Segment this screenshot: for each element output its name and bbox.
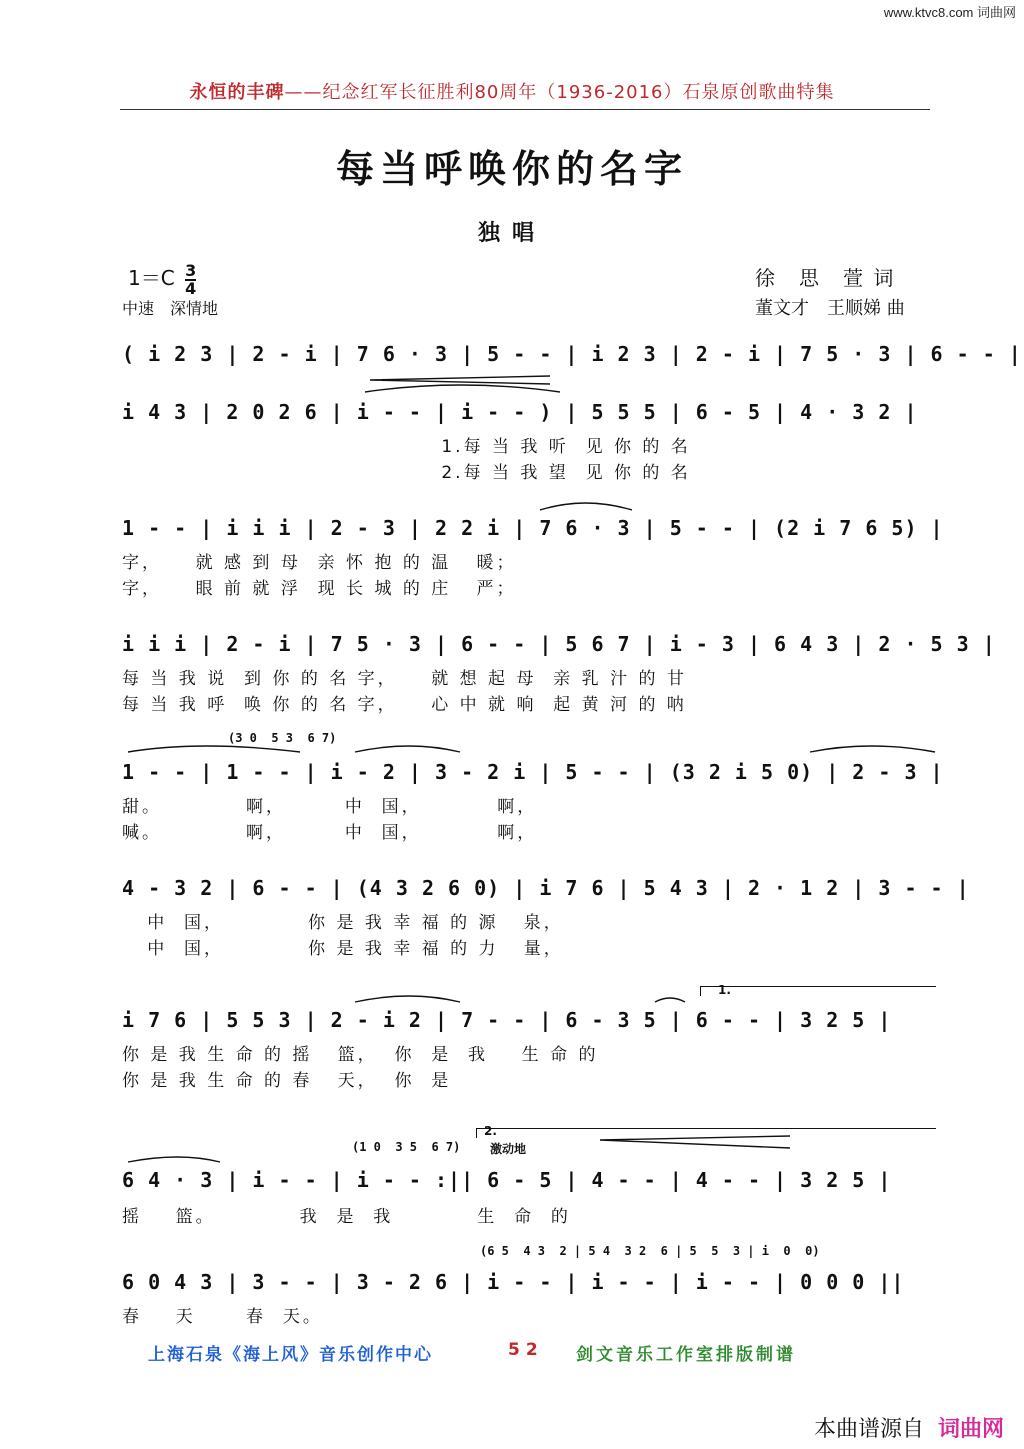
lyric-row-4-verse-1: 每 当 我 说 到 你 的 名 字， 就 想 起 母 亲 乳 汁 的 甘 bbox=[122, 669, 687, 689]
score-row-5: 1 - - | 1 - - | i - 2 | 3 - 2 i | 5 - - | (3 2 i 5 0) | 2 - 3 | bbox=[122, 760, 944, 784]
slur-row5b bbox=[355, 746, 460, 752]
slur-row1 bbox=[365, 385, 560, 392]
time-den: 4 bbox=[185, 278, 197, 298]
slur-row5c bbox=[810, 746, 935, 752]
score-row-8: 6 4 · 3 | i - - | i - - :|| 6 - 5 | 4 - - | 4 - - | 3 2 5 | bbox=[122, 1168, 892, 1192]
lyricist: 徐 思 萱 词 bbox=[755, 266, 896, 290]
lyric-row-6-verse-1: 中 国， 你 是 我 幸 福 的 源 泉， bbox=[122, 913, 564, 933]
lyric-row-2-verse-1: 1.每 当 我 听 见 你 的 名 bbox=[122, 437, 691, 457]
slur-row3 bbox=[540, 503, 632, 510]
lyric-row-5-verse-1: 甜。 啊， 中 国， 啊， bbox=[122, 797, 538, 817]
score-row-6: 4 - 3 2 | 6 - - | (4 3 2 6 0) | i 7 6 | 5 4 3 | 2 · 1 2 | 3 - - | bbox=[122, 876, 970, 900]
score-row-3: 1 - - | i i i | 2 - 3 | 2 2 i | 7 6 · 3 | 5 - - | (2 i 7 6 5) | bbox=[122, 516, 944, 540]
score-row-1: ( i 2 3 | 2 - i | 7 6 · 3 | 5 - - | i 2 3 | 2 - i | 7 5 · 3 | 6 - - | bbox=[122, 342, 1022, 366]
accompaniment-row-8: (1 0 3 5 6 7) bbox=[352, 1140, 461, 1154]
lyric-row-6-verse-2: 中 国， 你 是 我 幸 福 的 力 量， bbox=[122, 939, 564, 959]
volta-1-label: 1. bbox=[718, 983, 731, 997]
slur-row7a bbox=[355, 996, 460, 1002]
key-text: 1＝C bbox=[128, 266, 175, 290]
score-row-7: i 7 6 | 5 5 3 | 2 - i 2 | 7 - - | 6 - 3 5 | 6 - - | 3 2 5 | bbox=[122, 1008, 892, 1032]
lyric-row-7-verse-2: 你 是 我 生 命 的 春 天， 你 是 bbox=[122, 1071, 452, 1091]
footer-publisher: 上海石泉《海上风》音乐创作中心 bbox=[148, 1345, 433, 1365]
lyric-row-8: 摇 篮。 我 是 我 生 命 的 bbox=[122, 1207, 571, 1227]
lyric-row-3-verse-1: 字， 就 感 到 母 亲 怀 抱 的 温 暖； bbox=[122, 553, 517, 573]
crescendo-hairpin-1 bbox=[370, 376, 550, 384]
page-number: 52 bbox=[508, 1340, 544, 1360]
accompaniment-row-9: (6 5 4 3 2 | 5 4 3 2 6 | 5 5 3 | i 0 0) bbox=[480, 1244, 820, 1258]
banner-title: 永恒的丰碑 bbox=[189, 82, 285, 103]
volta-2-label: 2. bbox=[484, 1124, 497, 1138]
song-subtitle: 独唱 bbox=[477, 221, 546, 246]
footer-typesetter: 剑文音乐工作室排版制谱 bbox=[576, 1345, 796, 1365]
slur-row8 bbox=[128, 1157, 220, 1162]
score-row-2: i 4 3 | 2 0 2 6 | i - - | i - - ) | 5 5 5 | 6 - 5 | 4 · 3 2 | bbox=[122, 400, 918, 424]
lyric-row-2-verse-2: 2.每 当 我 望 见 你 的 名 bbox=[122, 463, 691, 483]
decrescendo-hairpin-2 bbox=[600, 1136, 790, 1148]
tempo-marking: 中速 深情地 bbox=[122, 299, 219, 318]
time-num: 3 bbox=[185, 260, 197, 280]
lyric-row-7-verse-1: 你 是 我 生 命 的 摇 篮， 你 是 我 生 命 的 bbox=[122, 1045, 599, 1065]
score-row-4: i i i | 2 - i | 7 5 · 3 | 6 - - | 5 6 7 | i - 3 | 6 4 3 | 2 · 5 3 | bbox=[122, 632, 996, 656]
banner-subtitle: ——纪念红军长征胜利80周年（1936-2016）石泉原创歌曲特集 bbox=[284, 82, 835, 103]
site-url: www.ktvc8.com 词曲网 bbox=[883, 5, 1016, 20]
lyric-row-9: 春 天 春 天。 bbox=[122, 1307, 323, 1327]
credit-text: 本曲谱源自 bbox=[813, 1417, 924, 1442]
accompaniment-row-5: (3 0 5 3 6 7) bbox=[228, 731, 337, 745]
slur-row5a bbox=[128, 746, 300, 752]
score-row-9: 6 0 4 3 | 3 - - | 3 - 2 6 | i - - | i - - | i - - | 0 0 0 || bbox=[122, 1270, 905, 1294]
expression-marking: 激动地 bbox=[490, 1142, 527, 1156]
source-credit bbox=[814, 1412, 1004, 1443]
lyric-row-4-verse-2: 每 当 我 呼 唤 你 的 名 字， 心 中 就 响 起 黄 河 的 呐 bbox=[122, 695, 687, 715]
lyric-row-3-verse-2: 字， 眼 前 就 浮 现 长 城 的 庄 严； bbox=[122, 579, 517, 599]
lyric-row-5-verse-2: 喊。 啊， 中 国， 啊， bbox=[122, 823, 538, 843]
song-title: 每当呼唤你的名字 bbox=[335, 146, 688, 191]
slur-row7b bbox=[655, 998, 685, 1002]
composer: 董文才 王顺娣 曲 bbox=[755, 298, 905, 319]
credit-site: 词曲网 bbox=[937, 1417, 1004, 1442]
